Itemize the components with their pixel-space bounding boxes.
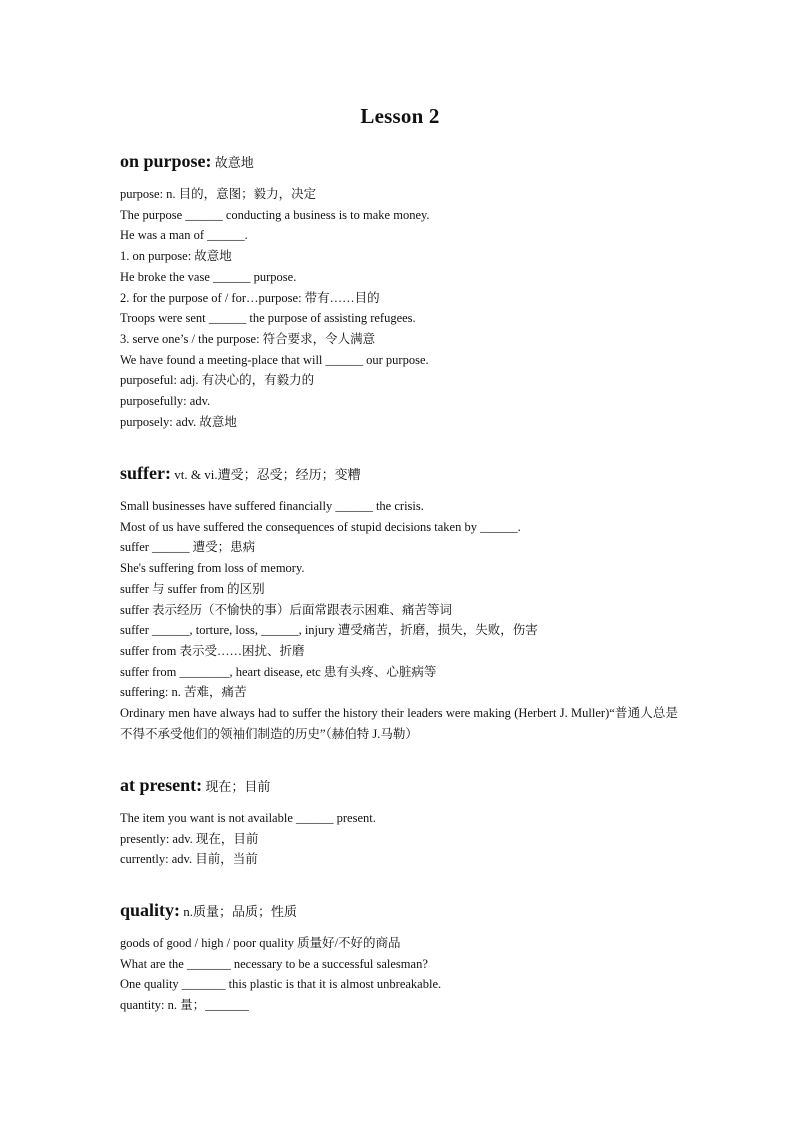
entry-line: What are the _______ necessary to be a successful salesman? [120,956,428,971]
entry-line: currently: adv. 目前，当前 [120,852,258,867]
entry-line: Small businesses have suffered financially ______ the crisis. [120,499,424,513]
entry-line: purposely: adv. 故意地 [120,414,237,429]
entry-line: suffering: n. 苦难，痛苦 [120,685,247,700]
entry-line: suffer from 表示受……困扰、折磨 [120,643,305,658]
entry-line: purpose: n. 目的，意图；毅力，决定 [120,187,317,201]
entry-heading [120,150,680,174]
entry-line: We have found a meeting-place that will ______ our purpose. [120,352,429,367]
entry-heading [120,899,680,923]
entry-line: The item you want is not available ______ present. [120,811,376,825]
entry-line: She's suffering from loss of memory. [120,561,305,576]
entry-gloss: 现在；目前 [202,779,271,794]
entry-line: purposeful: adj. 有决心的，有毅力的 [120,373,315,388]
entry-term: suffer: [120,463,171,483]
quote-paragraph: Ordinary men have always had to suffer the history their leaders were making (Herbert J. Muller)“普通人总是不得不承受他们的领袖们制造的历史”（赫伯特 J.马勒） [120,706,678,741]
entry-line: Most of us have suffered the consequences of stupid decisions taken by ______. [120,519,521,534]
entry-term: at present: [120,775,203,795]
entry-line: One quality _______ this plastic is that it is almost unbreakable. [120,977,442,992]
entry-gloss: 故意地 [211,155,254,170]
entry-on-purpose [120,150,680,432]
entry-gloss: vt. & vi.遭受；忍受；经历；变糟 [170,467,361,482]
entry-line: purposefully: adv. [120,394,211,409]
entry-line: 2. for the purpose of / for…purpose: 带有……目的 [120,290,380,305]
entry-lines [120,808,680,870]
entry-line: quantity: n. 量；_______ [120,998,249,1013]
entry-line: suffer ______ 遭受；患病 [120,540,256,555]
entry-lines [120,933,680,1016]
entry-line: 3. serve one’s / the purpose: 符合要求，令人满意 [120,331,376,346]
entry-line: suffer 表示经历（不愉快的事）后面常跟表示困难、痛苦等词 [120,602,453,617]
entry-line: He was a man of ______. [120,228,248,243]
entry-lines [120,184,680,432]
entry-at-present [120,774,680,870]
entry-heading [120,774,680,798]
entry-lines [120,496,680,744]
entry-line: goods of good / high / poor quality 质量好/不好的商品 [120,936,401,950]
entry-line: suffer 与 suffer from 的区别 [120,581,265,596]
entry-line: suffer ______, torture, loss, ______, injury 遭受痛苦，折磨，损失，失败，伤害 [120,623,538,638]
entry-line: The purpose ______ conducting a business is to make money. [120,207,430,222]
entry-heading [120,462,680,486]
entry-line: suffer from ________, heart disease, etc 患有头疼、心脏病等 [120,664,437,679]
entry-line: He broke the vase ______ purpose. [120,269,297,284]
entry-term: on purpose: [120,151,212,171]
entry-quality [120,899,680,1016]
page-title: Lesson 2 [360,104,440,128]
entry-line: 1. on purpose: 故意地 [120,249,232,264]
entry-line: Troops were sent ______ the purpose of assisting refugees. [120,311,416,326]
entry-suffer [120,462,680,744]
entry-gloss: n.质量；品质；性质 [180,904,298,919]
entry-term: quality: [120,900,181,920]
entry-line: presently: adv. 现在，目前 [120,831,259,846]
